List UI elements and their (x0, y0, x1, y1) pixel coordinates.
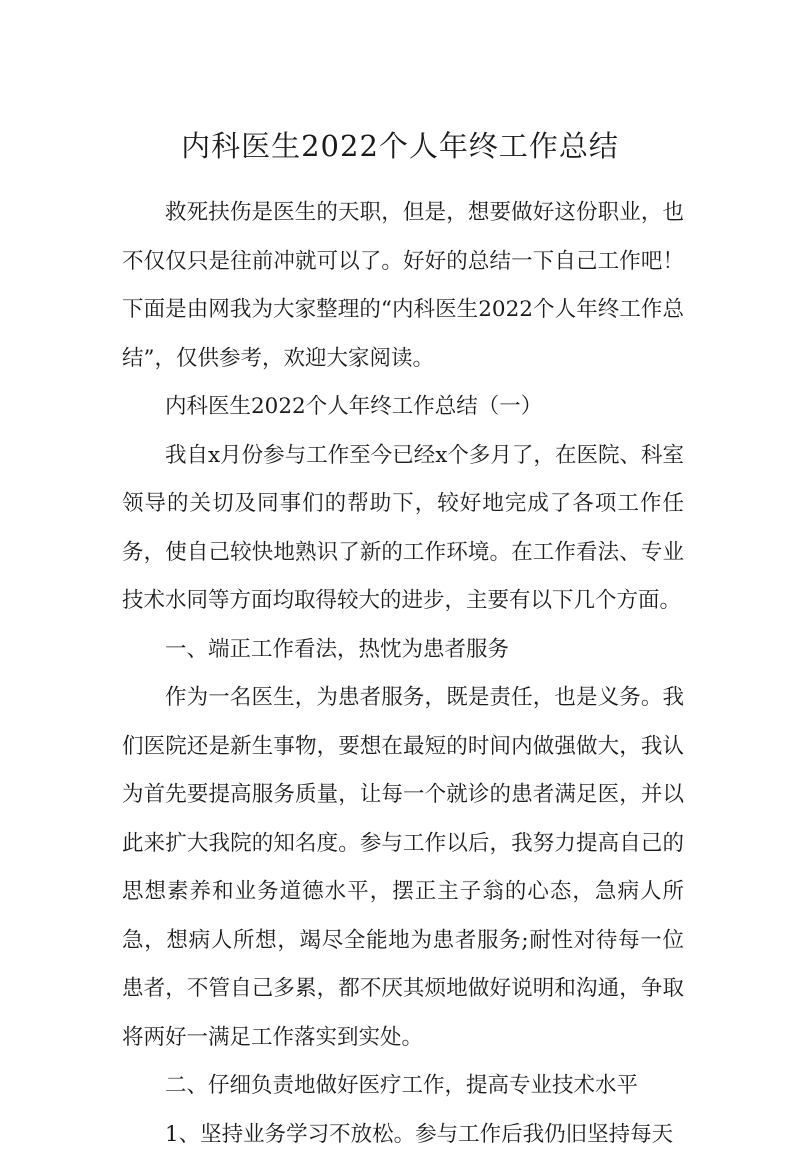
document-body (122, 189, 684, 1159)
intro-paragraph: 救死扶伤是医生的天职，但是，想要做好这份职业，也不仅仅只是往前冲就可以了。好好的总结一下自己工作吧！下面是由网我为大家整理的“内科医生2022个人年终工作总结”，仅供参考，欢迎大家阅读。 (122, 189, 684, 383)
body-paragraph: 1、坚持业务学习不放松。参与工作后我仍旧坚持每天 (122, 1111, 684, 1159)
subsection-heading: 二、仔细负责地做好医疗工作，提高专业技术水平 (122, 1062, 684, 1111)
section-heading: 内科医生2022个人年终工作总结（一） (122, 383, 684, 432)
subsection-heading: 一、端正工作看法，热忱为患者服务 (122, 626, 684, 675)
body-paragraph: 我自x月份参与工作至今已经x个多月了，在医院、科室领导的关切及同事们的帮助下，较好地完成了各项工作任务，使自己较快地熟识了新的工作环境。在工作看法、专业技术水同等方面均取得较大的进步，主要有以下几个方面。 (122, 432, 684, 626)
document-title: 内科医生2022个人年终工作总结 (0, 126, 800, 166)
body-paragraph: 作为一名医生，为患者服务，既是责任，也是义务。我们医院还是新生事物，要想在最短的时间内做强做大，我认为首先要提高服务质量，让每一个就诊的患者满足医，并以此来扩大我院的知名度。参与工作以后，我努力提高自己的思想素养和业务道德水平，摆正主子翁的心态，急病人所急，想病人所想，竭尽全能地为患者服务;耐性对待每一位患者，不管自己多累，都不厌其烦地做好说明和沟通，争取将两好一满足工作落实到实处。 (122, 674, 684, 1062)
